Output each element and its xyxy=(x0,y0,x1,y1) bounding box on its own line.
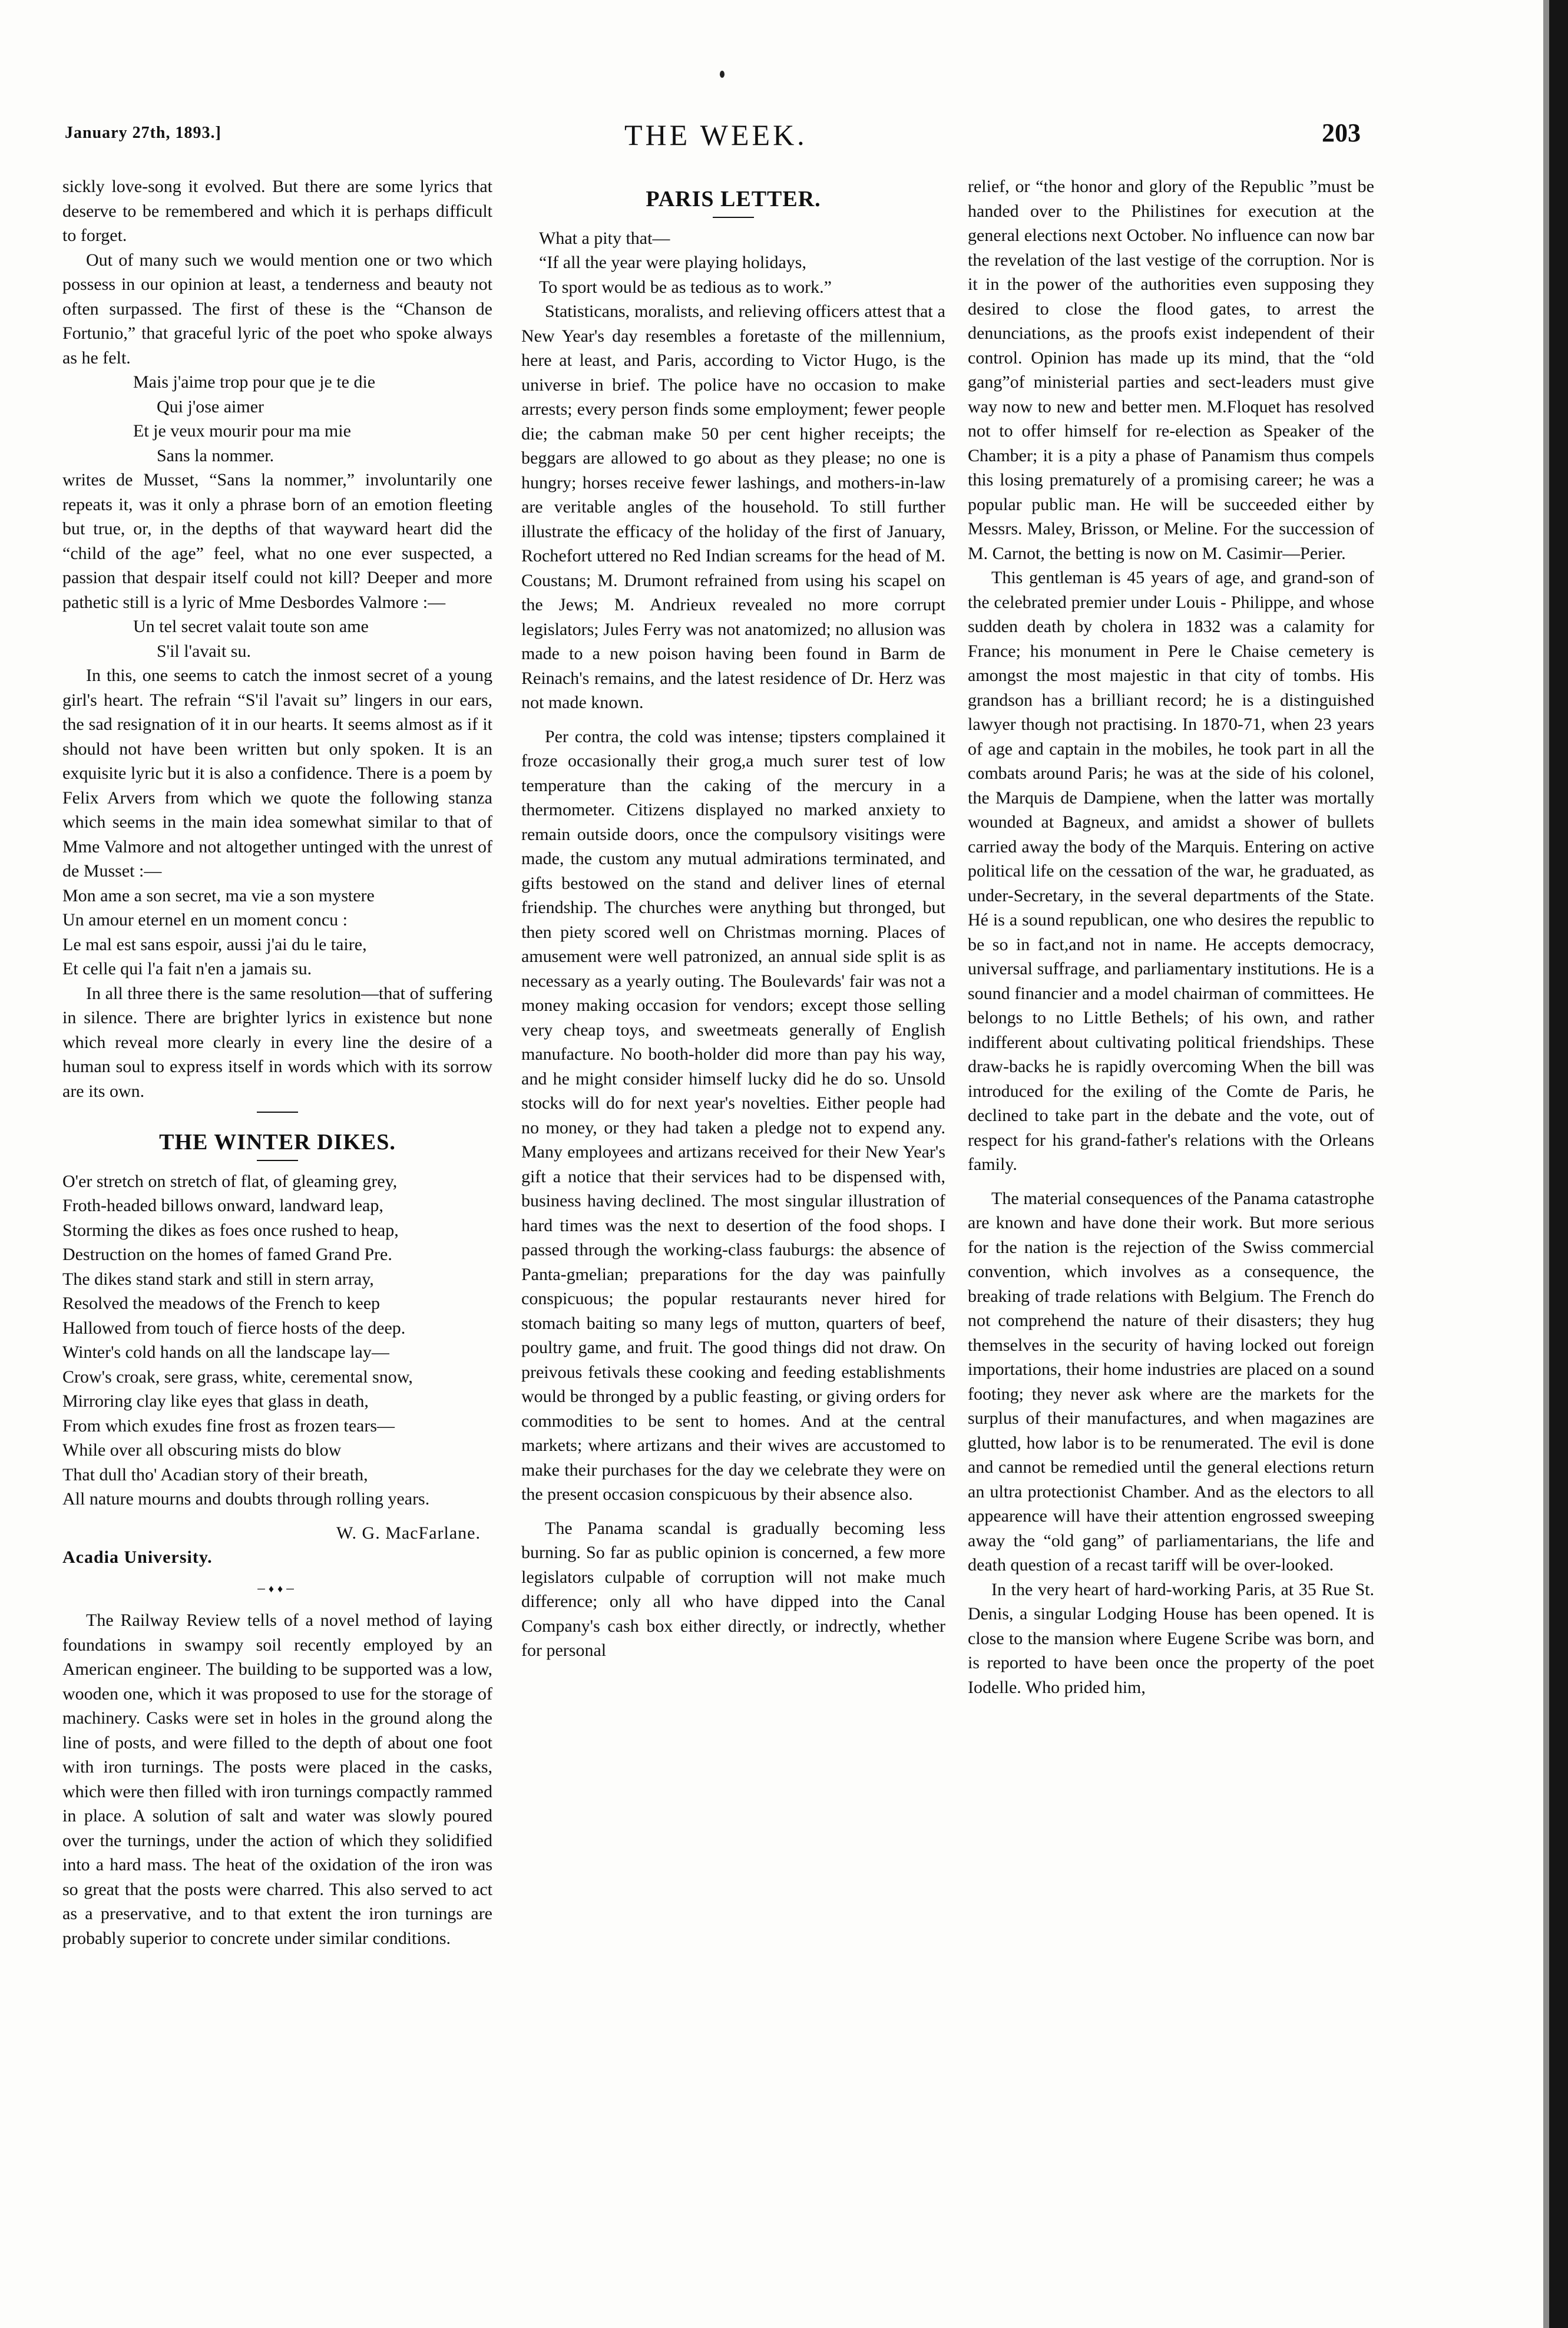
verse-line: Et celle qui l'a fait n'en a jamais su. xyxy=(62,959,312,978)
ink-speck xyxy=(720,71,725,78)
page-header xyxy=(65,118,1361,171)
poem-line: Froth-headed billows onward, landward leap, xyxy=(62,1196,383,1215)
paragraph: Out of many such we would mention one or two which possess in our opinion at least, a tenderness and beauty not often surpassed. The first of these is the “Chanson de Fortunio,” that graceful lyric of the poet who spoke always as he felt. xyxy=(62,250,492,368)
epigraph-line: To sport would be as tedious as to work.” xyxy=(539,277,832,297)
paragraph: In this, one seems to catch the inmost secret of a young girl's heart. The refrain “S'il l'avait su” lingers in our ears, the sad resignation of it in our hearts. It seems almost as if it should not have been written but only spoken. It is an exquisite lyric but it is also a confidence. There is a poem by Felix Arvers from which we quote the following stanza which seems in the main idea somewhat similar to that of Mme Valmore and not altogether untinged with the unrest of de Musset :— xyxy=(62,666,492,881)
paragraph: Statisticans, moralists, and relieving officers attest that a New Year's day resembles a foretaste of the millennium, here at least, and Paris, according to Victor Hugo, is the universe in brief. The police have no occasion to make arrests; every person finds some employment; fewer people die; the cabman make 50 per cent higher receipts; the beggars are allowed to go about as they please; no one is hungry; horses receive fewer lashings, and mothers-in-law are veritable angles of the household. To still further illustrate the efficacy of the holiday of the first of January, Rochefort uttered no Red Indian screams for the head of M. Coustans; M. Drumont refrained from using his scapel on the Jews; M. Andrieux revealed no more corrupt legislators; Jules Ferry was not anatomized; no allusion was made to a new poison having been found in Barm de Reinach's remains, and the latest residence of Dr. Herz was not made known. xyxy=(521,302,945,712)
poem-line: Crow's croak, sere grass, white, ceremental snow, xyxy=(62,1367,413,1387)
verse-fortunio xyxy=(62,370,492,468)
verse-valmore xyxy=(62,614,492,663)
paragraph: This gentleman is 45 years of age, and grand-son of the celebrated premier under Louis - Philippe, and whose sudden death by cholera in 1832 was a calamity for France; his monument in Pere le Chaise cemetery is amongst the most majestic in that city of tombs. His grandson has a brilliant record; he is a distinguished lawyer though not practising. In 1870-71, when 23 years of age and captain in the mobiles, he took part in all the combats around Paris; he was at the side of his colonel, the Marquis de Dampiene, when the latter was mortally wounded at Bagneux, and amidst a shower of bullets carried away the body of the Marquis. Entering on active political life on the cessation of the war, he graduated, as under-Secretary, in the several departments of the State. Hé is a sound republican, one who desires the republic to be so in fact,and not in name. He accepts democracy, universal suffrage, and parliamentary institutions. He is a sound financier and a model chairman of committees. He belongs to no Little Bethels; of his own, and rather indifferent about cultivating political friendships. These draw-backs he is rapidly overcoming When the bill was introduced for the exiling of the Comte de Paris, he declined to take part in the debate and the vote, out of respect for his grand-father's relations with the Orleans family. xyxy=(968,568,1374,1174)
verse-line: Qui j'ose aimer xyxy=(157,396,264,416)
column-left xyxy=(62,174,492,1950)
poem-author: W. G. MacFarlane. xyxy=(336,1523,481,1543)
poem-body xyxy=(62,1169,492,1512)
epigraph-line: What a pity that— xyxy=(539,228,670,248)
verse-line: Un amour eternel en un moment concu : xyxy=(62,910,348,930)
paragraph: writes de Musset, “Sans la nommer,” involuntarily one repeats it, was it only a phrase born of an emotion fleeting but true, or, in the depths of that wayward heart did the “child of the age” feel, what no one ever suspected, a passion that despair itself could not kill? Deeper and more pathetic still is a lyric of Mme Desbordes Valmore :— xyxy=(62,470,492,612)
divider xyxy=(257,1160,298,1161)
paragraph: The material consequences of the Panama catastrophe are known and have done their work. But more serious for the nation is the rejection of the Swiss commercial convention, which involves as a consequence, the breaking of trade relations with Belgium. The French do not comprehend the nature of their disasters; they hug themselves in the security of having locked out foreign importations, their home industries are placed on a sound footing; they never ask where are the markets for the surplus of their manufactures, and when magazines are glutted, how labor is to be renumerated. The evil is done and cannot be remedied until the general elections return an ultra protectionist Chamber. And as the electors to all appearence will have their attention engrossed sweeping away the “old gang” of parliamentarians, the life and death question of a recast tariff will be over-looked. xyxy=(968,1188,1374,1575)
verse-line: Et je veux mourir pour ma mie xyxy=(133,421,351,441)
poem-line: Destruction on the homes of famed Grand Pre. xyxy=(62,1245,392,1264)
poem-title: THE WINTER DIKES. xyxy=(159,1130,396,1155)
scan-binding-edge xyxy=(1549,0,1568,2328)
paragraph: The Panama scandal is gradually becoming less burning. So far as public opinion is concerned, a few more legislators culpable of corruption will not make much difference; only all who have dipped into the Canal Company's cash box either directly, or indrectly, whether for personal xyxy=(521,1518,945,1660)
poem-line: The dikes stand stark and still in stern array, xyxy=(62,1269,374,1289)
publication-title: THE WEEK. xyxy=(624,118,808,151)
poem-line: From which exudes fine frost as frozen tears— xyxy=(62,1416,395,1436)
article-title: PARIS LETTER. xyxy=(646,187,821,211)
paragraph: The Railway Review tells of a novel method of laying foundations in swampy soil recently employed by an American engineer. The building to be supported was a low, wooden one, which it was proposed to use for the storage of machinery. Casks were set in holes in the ground along the line of posts, and were filled to the depth of about one foot with iron turnings. The posts were placed in the casks, which were then filled with iron turnings compactly rammed in place. A solution of salt and water was slowly poured over the turnings, under the action of which they solidified into a hard mass. The heat of the oxidation of the iron was so great that the posts were charred. This also served to act as a preservative, and to that extent the iron turnings are probably superior to concrete under similar conditions. xyxy=(62,1611,492,1948)
paragraph: In all three there is the same resolution—that of suffering in silence. There are brighter lyrics in existence but none which reveal more clearly in every line the desire of a human soul to express itself in words which with its sorrow are its own. xyxy=(62,983,492,1101)
ornament-divider: ─♦♦─ xyxy=(257,1582,297,1595)
poem-line: Storming the dikes as foes once rushed to heap, xyxy=(62,1220,399,1240)
verse-line: Le mal est sans espoir, aussi j'ai du le taire, xyxy=(62,934,367,954)
poem-affiliation: Acadia University. xyxy=(62,1547,213,1567)
paragraph: sickly love-song it evolved. But there are some lyrics that deserve to be remembered and which it is perhaps difficult to forget. xyxy=(62,177,492,245)
divider xyxy=(257,1112,298,1113)
poem-line: While over all obscuring mists do blow xyxy=(62,1440,342,1460)
scan-shadow xyxy=(1543,0,1549,2328)
poem-line: Winter's cold hands on all the landscape lay— xyxy=(62,1342,389,1362)
epigraph-line: “If all the year were playing holidays, xyxy=(539,253,806,272)
issue-date: January 27th, 1893.] xyxy=(65,124,221,142)
verse-line: S'il l'avait su. xyxy=(157,641,251,661)
verse-line: Sans la nommer. xyxy=(157,445,274,465)
divider xyxy=(713,217,754,218)
column-right xyxy=(968,174,1374,1699)
paragraph: In the very heart of hard-working Paris, at 35 Rue St. Denis, a singular Lodging House has been opened. It is close to the mansion where Eugene Scribe was born, and is reported to have been once the property of the poet Iodelle. Who prided him, xyxy=(968,1579,1374,1697)
verse-arvers xyxy=(62,884,492,981)
page-number: 203 xyxy=(1322,118,1361,147)
poem-line: O'er stretch on stretch of flat, of gleaming grey, xyxy=(62,1171,398,1191)
column-middle xyxy=(521,174,945,1663)
verse-line: Mon ame a son secret, ma vie a son mystere xyxy=(62,885,375,905)
poem-line: Mirroring clay like eyes that glass in death, xyxy=(62,1391,369,1411)
paragraph: Per contra, the cold was intense; tipsters complained it froze occasionally their grog,a much surer test of low temperature than the caking of the mercury in a thermometer. Citizens displayed no marked anxiety to remain outside doors, once the compulsory visitings were made, the custom any mutual admirations terminated, and gifts bestowed on the stand and deliver lines of eternal friendship. The churches were anything but thronged, but then piety scored well on Christmas morning. Places of amusement were well patronized, an annual side split is as necessary as a yearly outing. The Boulevards' fair was not a money making occasion for vendors; except those selling very cheap toys, and sweetmeats generally of English manufacture. No booth-holder did more than pay his way, and he might consider himself lucky did he do so. Unsold stocks will do for next year's novelties. Either people had no money, or they had taken a pledge not to expend any. Many employees and artizans received for their New Year's gift a notice that their services had to be dispensed with, business having declined. The most singular illustration of hard times was the next to desertion of the food shops. I passed through the working-class fauburgs: the absence of Panta-gmelian; preparations for the day was painfully conspicuous; the popular restaurants never hired for stomach baiting so many legs of mutton, quarters of beef, poultry game, and fruit. The good things did not draw. On preivous fetivals these cooking and feeding establishments would be thronged by a public feasting, or giving orders for commodities to be sent to homes. And at the central markets; where artizans and their wives are accustomed to make their purchases for the day we celebrate they were on the present occasion conspicuous by their absence also. xyxy=(521,726,945,1504)
poem-line: All nature mourns and doubts through rolling years. xyxy=(62,1489,430,1509)
verse-line: Un tel secret valait toute son ame xyxy=(133,617,369,636)
verse-line: Mais j'aime trop pour que je te die xyxy=(133,372,376,392)
poem-line: That dull tho' Acadian story of their breath, xyxy=(62,1464,368,1484)
epigraph xyxy=(521,226,945,300)
poem-line: Resolved the meadows of the French to keep xyxy=(62,1294,381,1313)
paragraph: relief, or “the honor and glory of the Republic ”must be handed over to the Philistines for execution at the general elections next October. No influence can now bar the revelation of the last vestige of the corruption. Nor is it in the power of the authorities even supposing they desired to close the flood gates, to arrest the denunciations, as the proofs exist independent of their control. Opinion has made up its mind, that the “old gang”of ministerial parties and sect-leaders must give way now to new and better men. M.Floquet has resolved not to offer himself for re-election as Speaker of the Chamber; it is a pity a phase of Panamism thus compels this losing prematurely of a promising career; he was a popular public man. He will be succeeded either by Messrs. Maley, Brisson, or Meline. For the succession of M. Carnot, the betting is now on M. Casimir—Perier. xyxy=(968,177,1374,563)
poem-line: Hallowed from touch of fierce hosts of the deep. xyxy=(62,1318,406,1338)
